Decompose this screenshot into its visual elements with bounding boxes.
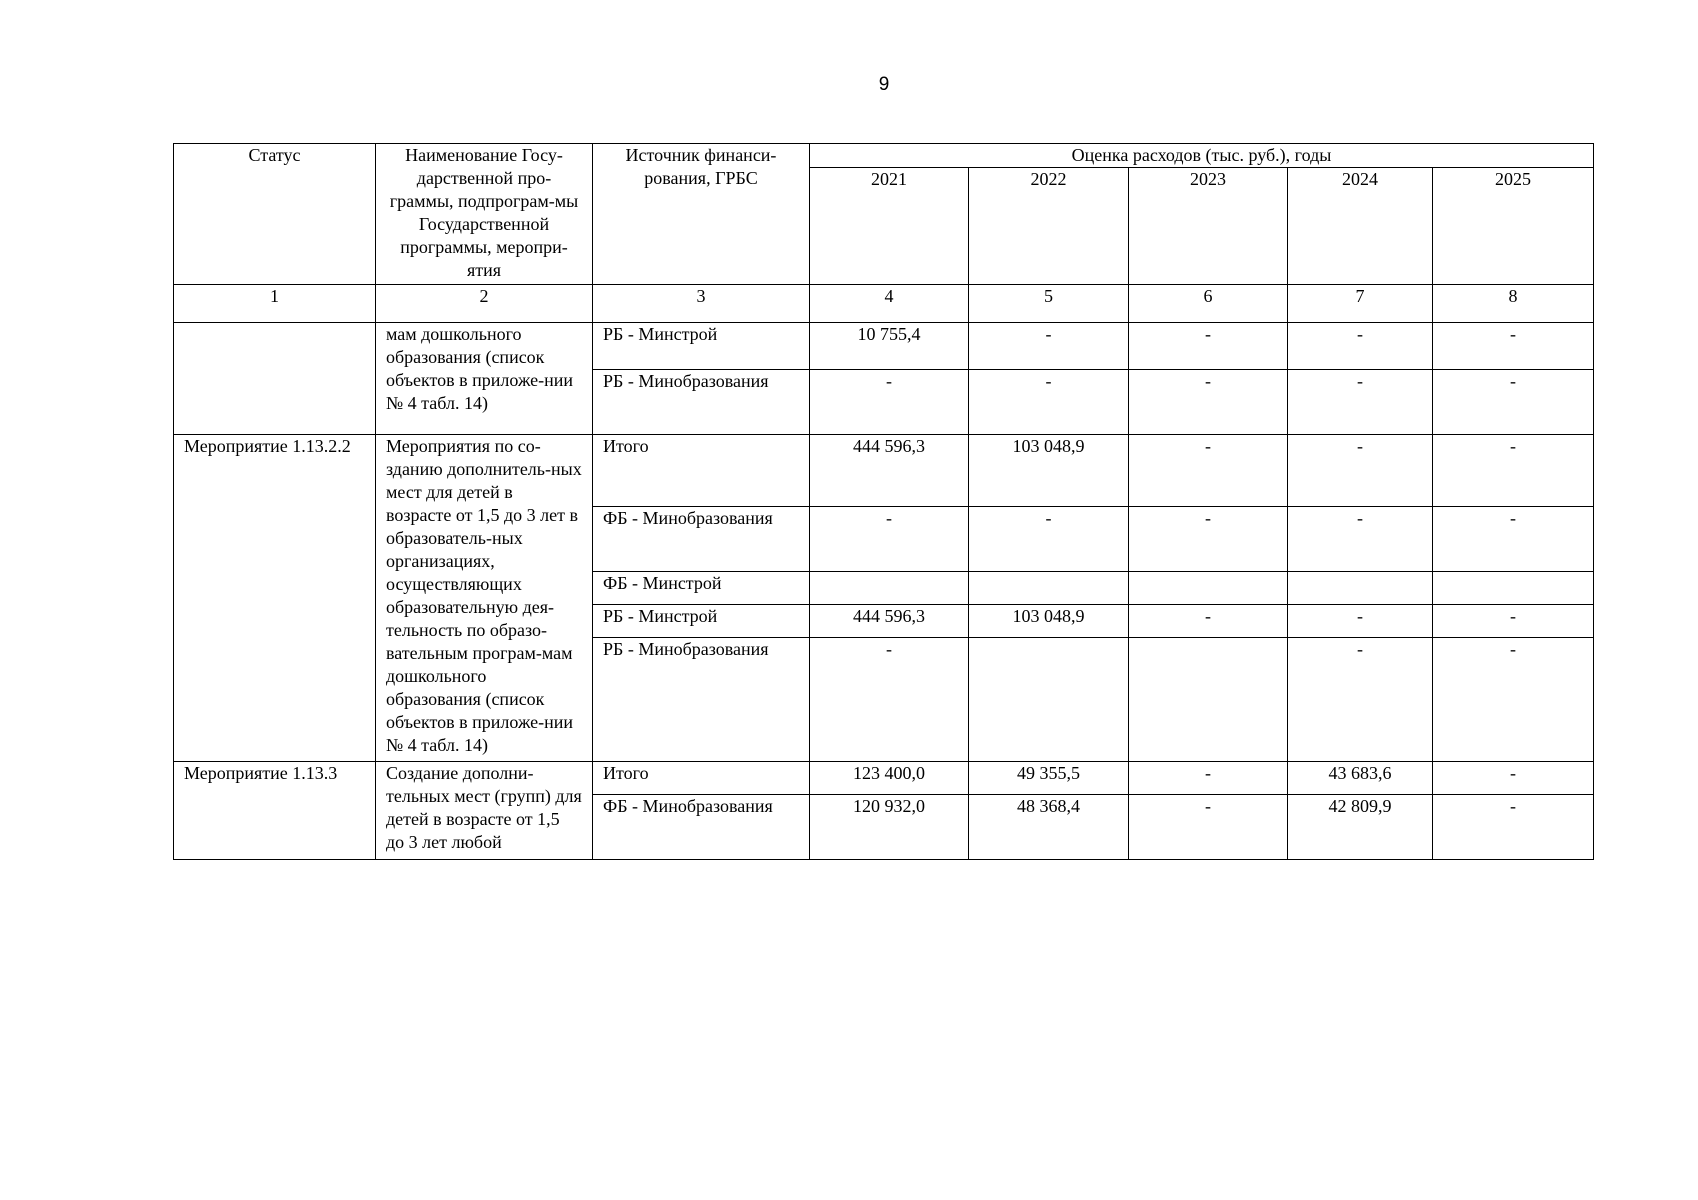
budget-table	[173, 143, 1594, 860]
table-row	[174, 435, 1594, 507]
value-cell: -	[1129, 762, 1288, 795]
source-cell: РБ - Минобразования	[593, 370, 810, 435]
value-cell: -	[1433, 323, 1594, 370]
column-number: 8	[1433, 285, 1594, 323]
column-number: 4	[810, 285, 969, 323]
column-number: 3	[593, 285, 810, 323]
header-year: 2025	[1433, 168, 1594, 285]
value-cell: -	[810, 507, 969, 572]
value-cell	[969, 572, 1129, 605]
header-year: 2024	[1288, 168, 1433, 285]
header-year: 2022	[969, 168, 1129, 285]
column-number: 6	[1129, 285, 1288, 323]
status-cell: Мероприятие 1.13.2.2	[174, 435, 376, 762]
value-cell: 48 368,4	[969, 795, 1129, 860]
header-year: 2021	[810, 168, 969, 285]
status-cell: Мероприятие 1.13.3	[174, 762, 376, 860]
value-cell: -	[1129, 323, 1288, 370]
value-cell: 123 400,0	[810, 762, 969, 795]
header-estimate: Оценка расходов (тыс. руб.), годы	[810, 144, 1594, 168]
value-cell	[1129, 572, 1288, 605]
source-cell: РБ - Минстрой	[593, 323, 810, 370]
source-cell: ФБ - Минобразования	[593, 507, 810, 572]
value-cell: -	[1288, 638, 1433, 762]
header-name: Наименование Госу-дарственной про-граммы, подпрограм-мы Государственной программы, меропри-ятия	[376, 144, 593, 285]
page-number: 9	[878, 74, 890, 95]
source-cell: Итого	[593, 762, 810, 795]
name-cell: Создание дополни-тельных мест (групп) для детей в возрасте от 1,5 до 3 лет любой	[376, 762, 593, 860]
name-cell: Мероприятия по со-зданию дополнитель-ных мест для детей в возрасте от 1,5 до 3 лет в образователь-ных организациях, осуществляющих образовательную дея-тельность по образо-вательным програм-мам дошкольного образования (список объектов в приложе-нии № 4 табл. 14)	[376, 435, 593, 762]
value-cell: 444 596,3	[810, 435, 969, 507]
value-cell: -	[1433, 795, 1594, 860]
header-status: Статус	[174, 144, 376, 285]
value-cell: -	[1288, 323, 1433, 370]
value-cell: -	[1433, 762, 1594, 795]
source-cell: РБ - Минстрой	[593, 605, 810, 638]
value-cell	[1433, 572, 1594, 605]
value-cell: -	[810, 370, 969, 435]
value-cell: 49 355,5	[969, 762, 1129, 795]
value-cell: -	[810, 638, 969, 762]
value-cell: -	[969, 370, 1129, 435]
source-cell: РБ - Минобразования	[593, 638, 810, 762]
value-cell: -	[1433, 435, 1594, 507]
value-cell: -	[1288, 507, 1433, 572]
source-cell: Итого	[593, 435, 810, 507]
source-cell: ФБ - Минобразования	[593, 795, 810, 860]
column-number: 2	[376, 285, 593, 323]
value-cell: -	[969, 507, 1129, 572]
header-source: Источник финанси-рования, ГРБС	[593, 144, 810, 285]
value-cell: -	[1433, 507, 1594, 572]
status-cell	[174, 323, 376, 435]
value-cell: -	[1433, 638, 1594, 762]
value-cell: -	[1129, 795, 1288, 860]
value-cell: 103 048,9	[969, 605, 1129, 638]
value-cell: 103 048,9	[969, 435, 1129, 507]
value-cell: -	[1433, 370, 1594, 435]
value-cell: -	[1288, 605, 1433, 638]
column-number: 5	[969, 285, 1129, 323]
value-cell	[810, 572, 969, 605]
column-number: 7	[1288, 285, 1433, 323]
value-cell: 42 809,9	[1288, 795, 1433, 860]
value-cell	[1129, 638, 1288, 762]
value-cell: 10 755,4	[810, 323, 969, 370]
table-row	[174, 762, 1594, 795]
value-cell: -	[969, 323, 1129, 370]
header-year: 2023	[1129, 168, 1288, 285]
value-cell: -	[1288, 370, 1433, 435]
value-cell: 444 596,3	[810, 605, 969, 638]
value-cell: 120 932,0	[810, 795, 969, 860]
value-cell	[969, 638, 1129, 762]
value-cell: -	[1129, 507, 1288, 572]
column-number: 1	[174, 285, 376, 323]
value-cell: -	[1433, 605, 1594, 638]
name-cell: мам дошкольного образования (список объектов в приложе-нии № 4 табл. 14)	[376, 323, 593, 435]
value-cell: -	[1129, 605, 1288, 638]
table-row	[174, 323, 1594, 370]
value-cell: -	[1129, 370, 1288, 435]
table-body	[174, 323, 1594, 860]
source-cell: ФБ - Минстрой	[593, 572, 810, 605]
value-cell	[1288, 572, 1433, 605]
value-cell: 43 683,6	[1288, 762, 1433, 795]
value-cell: -	[1129, 435, 1288, 507]
value-cell: -	[1288, 435, 1433, 507]
